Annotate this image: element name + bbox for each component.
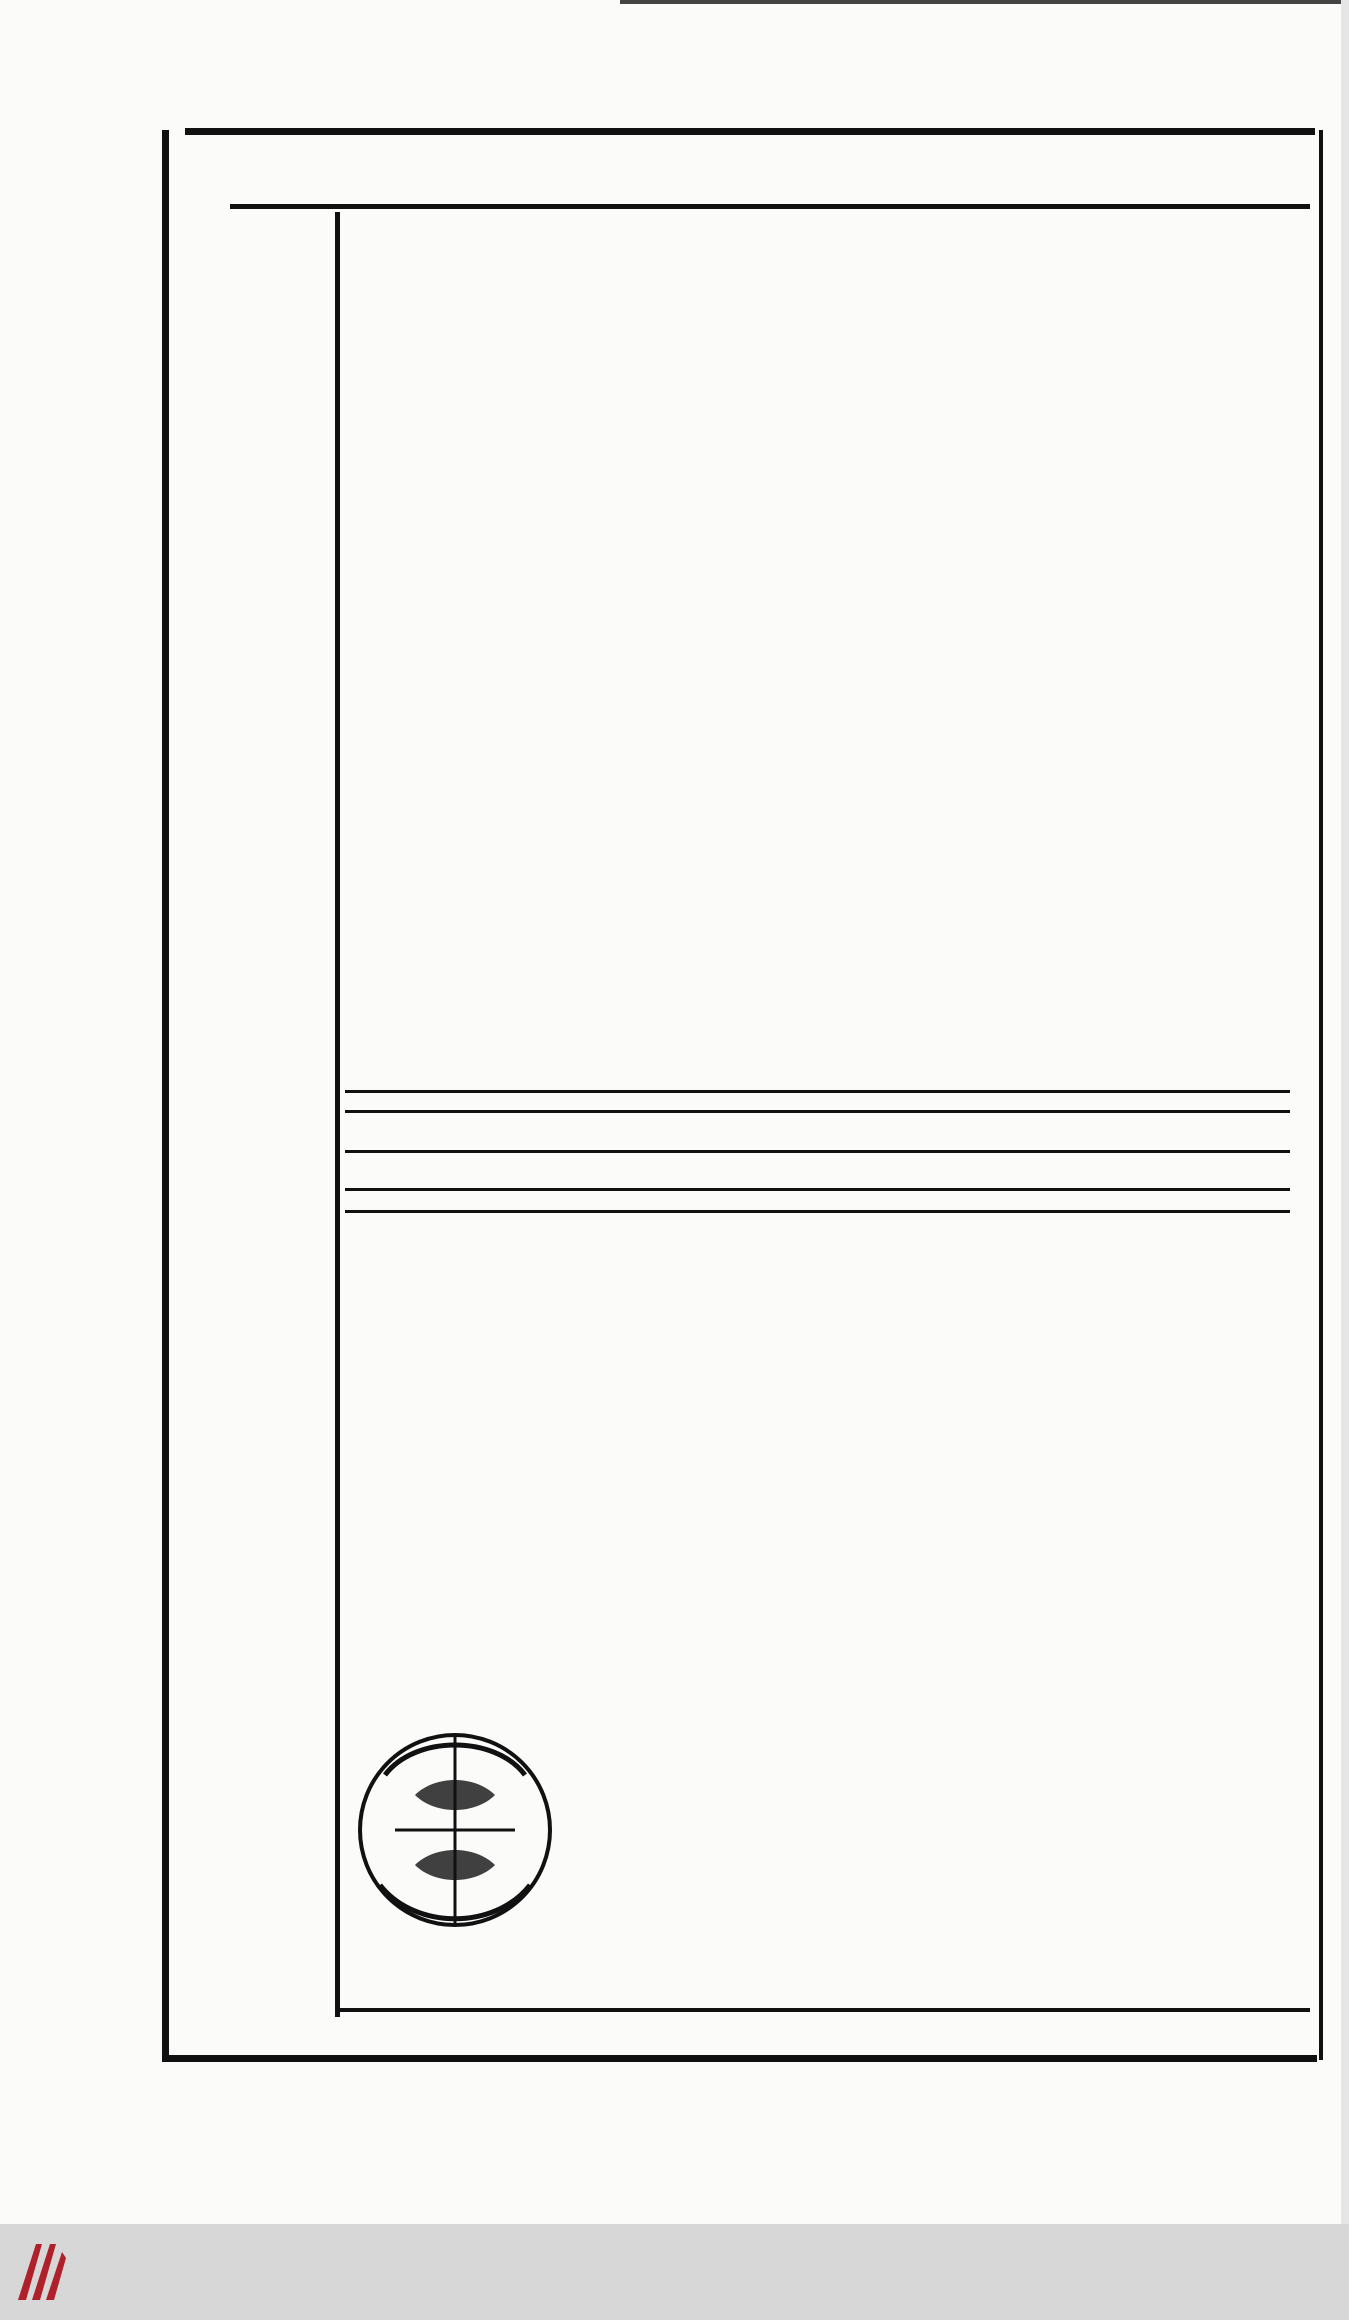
scan-edge-right — [1341, 0, 1349, 2224]
scan-edge-top — [620, 0, 1349, 4]
decorated-initial — [355, 1715, 555, 1940]
header-rule — [230, 204, 1310, 209]
top-rule — [185, 128, 1315, 135]
library-logo-icon — [12, 2238, 68, 2304]
margin-column-rule — [335, 212, 340, 2017]
footer-bar — [0, 2224, 1349, 2320]
ornament-band — [345, 1050, 1290, 1255]
bottom-rule — [162, 2055, 1317, 2062]
text-end-rule — [340, 2008, 1310, 2012]
